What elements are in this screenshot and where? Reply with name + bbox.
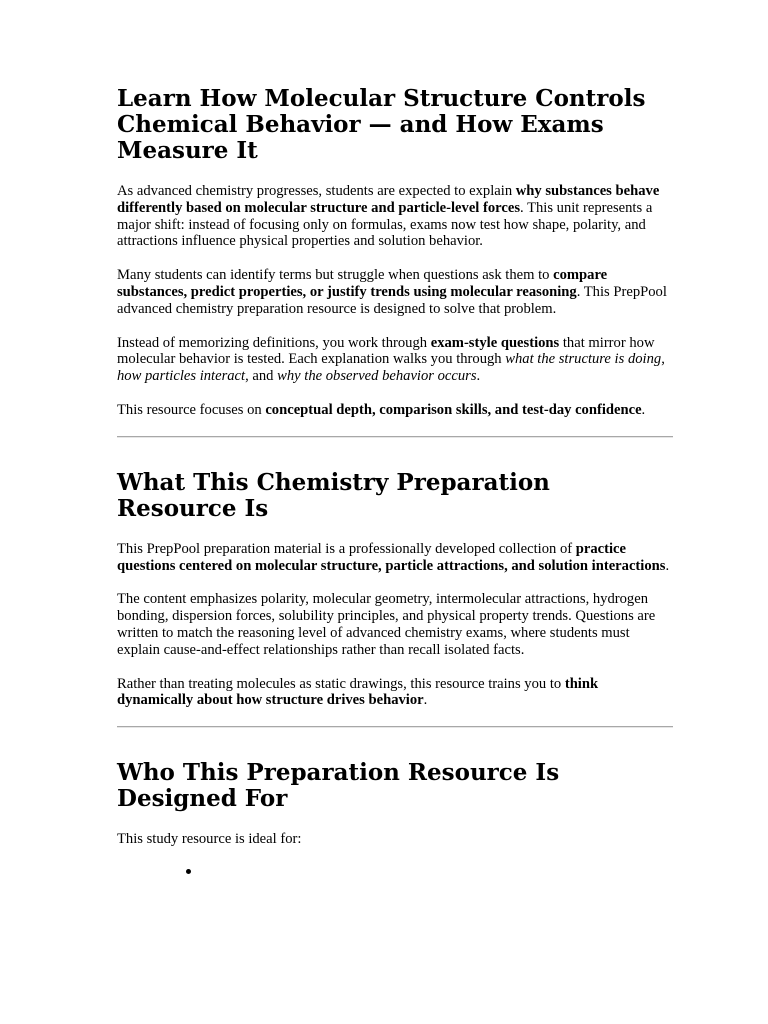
italic-text: how particles interact — [117, 368, 246, 385]
section-heading-who: Who This Preparation Resource Is Designed For — [117, 759, 560, 813]
bullet-icon — [186, 869, 191, 874]
problem-paragraph — [117, 267, 673, 317]
text-run: Rather than treating molecules as static drawings, this resource trains you to — [117, 675, 565, 692]
training-paragraph — [117, 676, 673, 710]
text-run: . This unit represents a major shift: instead of focusing only on formulas, exams now test how shape, polarity, and attractions influence physical properties and solution behavior. — [117, 199, 653, 250]
approach-paragraph — [117, 335, 673, 385]
bold-text: compare substances, predict properties, or justify trends using molecular reasoning — [117, 267, 608, 300]
bold-text: practice questions centered on molecular structure, particle attractions, and solution interactions — [117, 540, 666, 574]
text-run: . — [476, 368, 481, 385]
list-item — [117, 865, 673, 879]
section-heading-what: What This Chemistry Preparation Resource Is — [117, 468, 550, 522]
text-run: Instead of memorizing definitions, you work through — [117, 334, 431, 351]
italic-text: why the observed behavior occurs — [277, 368, 477, 385]
text-run: This resource focuses on — [117, 401, 266, 418]
text-run: As advanced chemistry progresses, students are expected to explain — [117, 183, 516, 199]
bold-text: conceptual depth, comparison skills, and test-day confidence — [265, 401, 642, 418]
text-run: , and — [245, 368, 278, 385]
bold-text: exam-style questions — [430, 334, 560, 351]
text-run: . — [423, 692, 428, 709]
section-divider — [117, 436, 673, 438]
text-run: The content emphasizes polarity, molecular geometry, intermolecular attractions, hydrogen bonding, dispersion forces, solubility principles, and physical property trends. Questions are written to match the reasoning level of advanced chemistry exams, where students must explain cause-and-effect relationships rather than recall isolated facts. — [117, 591, 656, 658]
audience-intro-paragraph — [117, 831, 673, 848]
intro-paragraph — [117, 183, 673, 250]
content-paragraph — [117, 591, 673, 658]
text-run: that mirror how molecular behavior is tested. Each explanation walks you through — [117, 334, 655, 368]
audience-list — [117, 865, 673, 879]
definition-paragraph — [117, 541, 673, 575]
bold-text: think dynamically about how structure drives behavior — [117, 675, 599, 709]
main-heading: Learn How Molecular Structure Controls Chemical Behavior — and How Exams Measure It — [117, 85, 646, 164]
text-run: Many students can identify terms but struggle when questions ask them to — [117, 267, 554, 284]
text-run: . This PrepPool advanced chemistry preparation resource is designed to solve that problem. — [117, 283, 667, 317]
text-run: . — [665, 557, 670, 574]
text-run: , — [661, 351, 665, 368]
section-divider — [117, 726, 673, 728]
text-run: . — [641, 401, 646, 418]
text-run: This PrepPool preparation material is a professionally developed collection of — [117, 540, 576, 557]
bold-text: why substances behave differently based on molecular structure and particle-level forces — [117, 183, 660, 216]
text-run: This study resource is ideal for: — [117, 831, 302, 848]
document-page — [117, 86, 673, 879]
focus-paragraph — [117, 402, 673, 419]
italic-text: what the structure is doing — [505, 351, 662, 368]
